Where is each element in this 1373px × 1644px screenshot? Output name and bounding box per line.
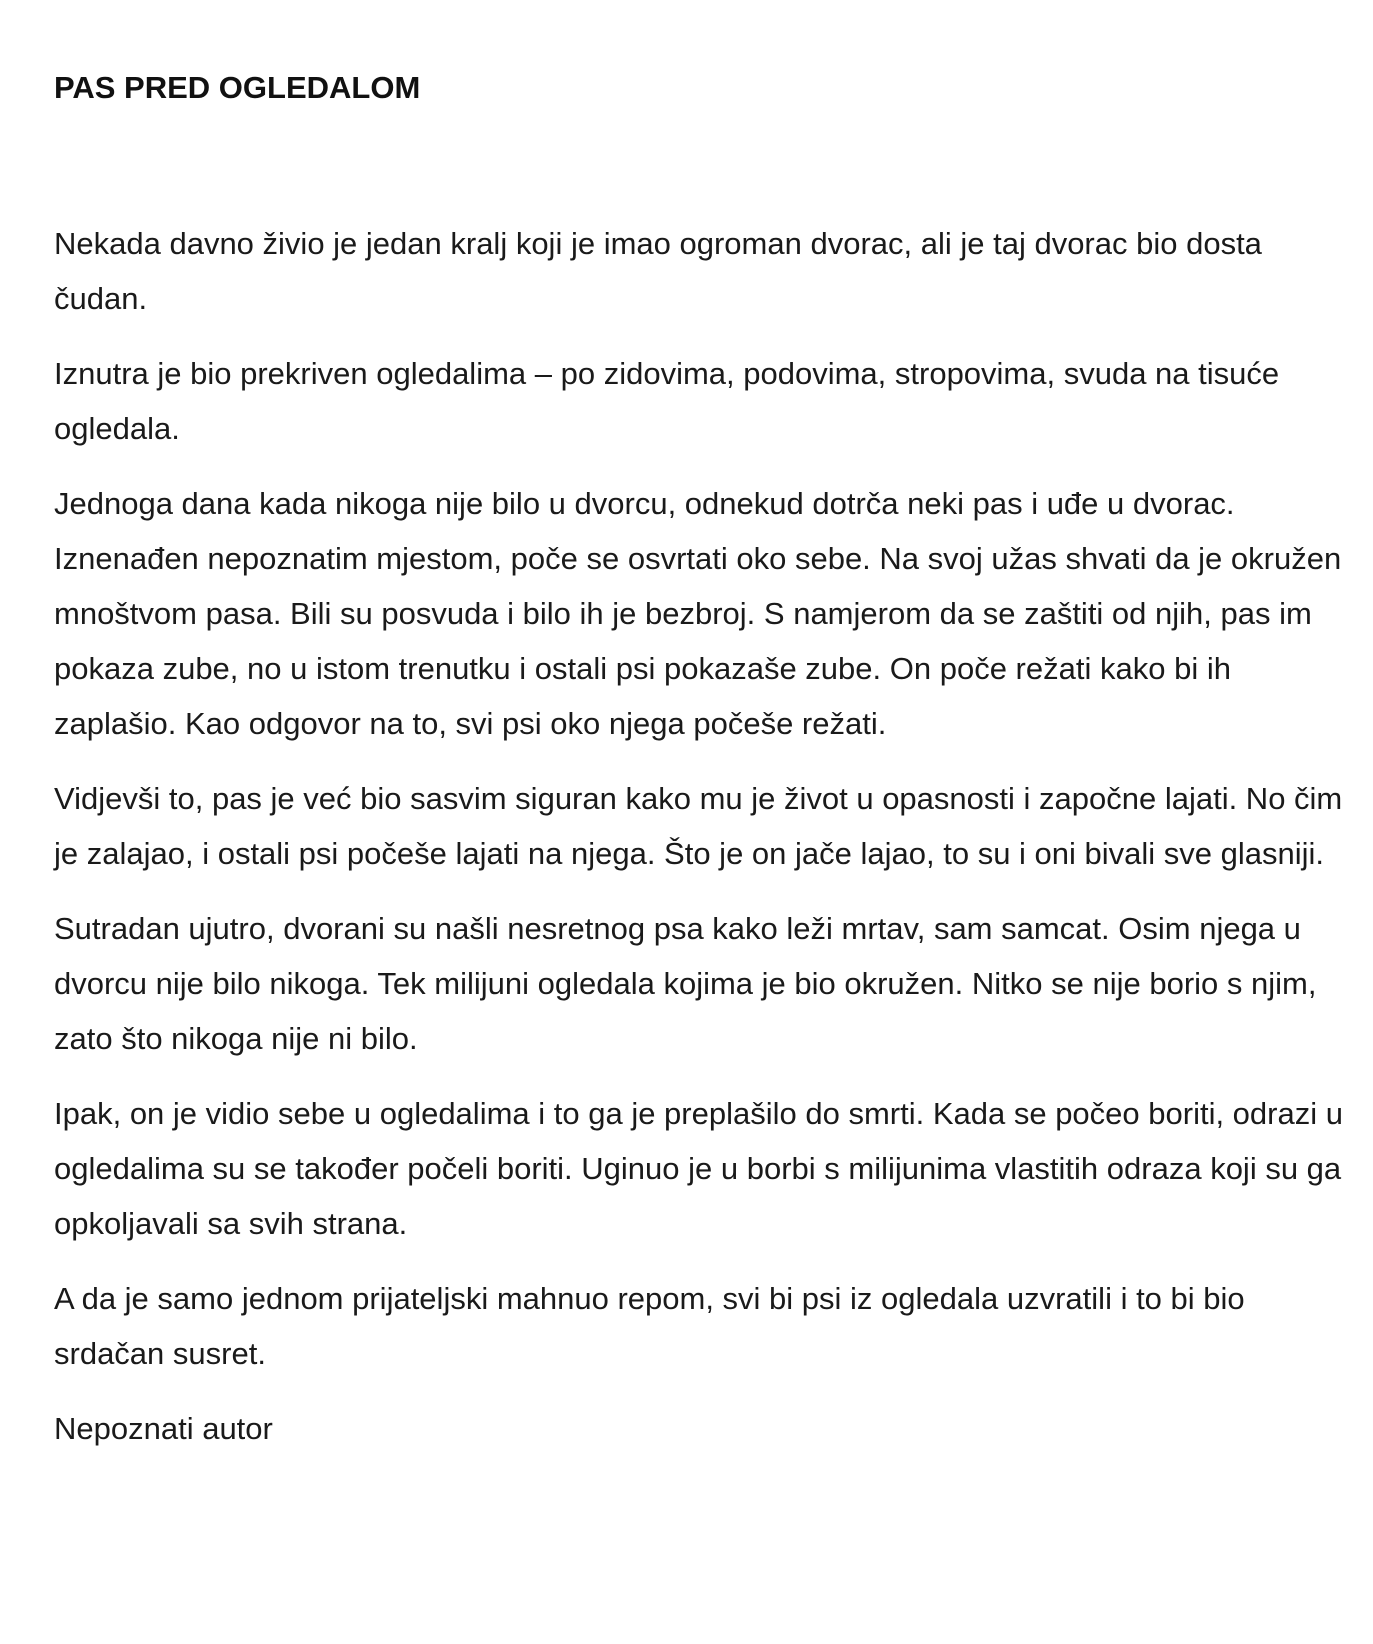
paragraph-2: Iznutra je bio prekriven ogledalima – po zidovima, podovima, stropovima, svuda na tisuće ogledala. [54, 356, 1280, 446]
paragraph-6: Ipak, on je vidio sebe u ogledalima i to ga je preplašilo do smrti. Kada se počeo boriti, odrazi u ogledalima su se također počeli boriti. Uginuo je u borbi s milijunima vlastitih odraza koji su ga opkoljavali sa svih strana. [54, 1096, 1343, 1241]
document-title: PAS PRED OGLEDALOM [54, 70, 421, 105]
paragraph-5: Sutradan ujutro, dvorani su našli nesretnog psa kako leži mrtav, sam samcat. Osim njega u dvorcu nije bilo nikoga. Tek milijuni ogledala kojima je bio okružen. Nitko se nije borio s njim, zato što nikoga nije ni bilo. [54, 911, 1317, 1056]
paragraph-7: A da je samo jednom prijateljski mahnuo repom, svi bi psi iz ogledala uzvratili i to bi bio srdačan susret. [54, 1281, 1245, 1371]
document-body [54, 216, 1344, 1456]
paragraph-4: Vidjevši to, pas je već bio sasvim siguran kako mu je život u opasnosti i započne lajati. No čim je zalajao, i ostali psi počeše lajati na njega. Što je on jače lajao, to su i oni bivali sve glasniji. [54, 781, 1343, 871]
paragraph-1: Nekada davno živio je jedan kralj koji je imao ogroman dvorac, ali je taj dvorac bio dosta čudan. [54, 226, 1262, 316]
paragraph-3: Jednoga dana kada nikoga nije bilo u dvorcu, odnekud dotrča neki pas i uđe u dvorac. Iznenađen nepoznatim mjestom, poče se osvrtati oko sebe. Na svoj užas shvati da je okružen mnoštvom pasa. Bili su posvuda i bilo ih je bezbroj. S namjerom da se zaštiti od njih, pas im pokaza zube, no u istom trenutku i ostali psi pokazaše zube. On poče režati kako bi ih zaplašio. Kao odgovor na to, svi psi oko njega počeše režati. [54, 486, 1342, 741]
author-line: Nepoznati autor [54, 1411, 273, 1446]
